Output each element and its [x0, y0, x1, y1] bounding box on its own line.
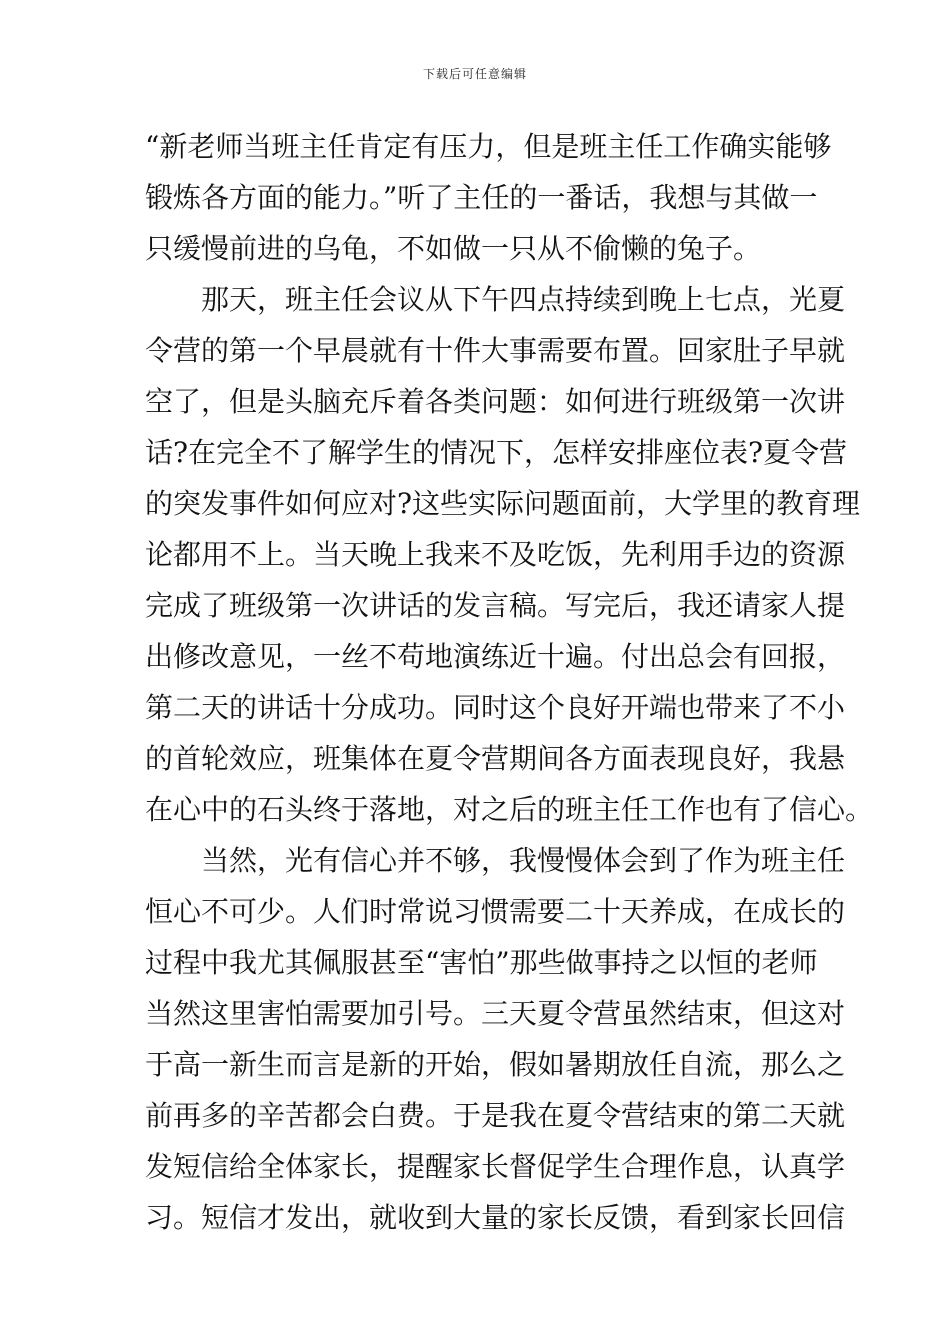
text-line: 完成了班级第一次讲话的发言稿。写完后，我还请家人提	[145, 589, 846, 622]
text-line: 那天，班主任会议从下午四点持续到晚上七点，光夏	[201, 283, 846, 316]
text-line: 只缓慢前进的乌龟，不如做一只从不偷懒的兔子。	[145, 232, 762, 265]
page-header: 下载后可任意编辑	[422, 67, 527, 81]
text-line: 当然这里害怕需要加引号。三天夏令营虽然结束，但这对	[145, 997, 846, 1030]
text-line: 恒心不可少。人们时常说习惯需要二十天养成，在成长的	[145, 895, 846, 928]
text-line: 空了，但是头脑充斥着各类问题：如何进行班级第一次讲	[145, 385, 846, 418]
text-line: 话?在完全不了解学生的情况下，怎样安排座位表?夏令营	[145, 436, 848, 469]
body-text	[145, 127, 874, 1249]
text-line: 习。短信才发出，就收到大量的家长反馈，看到家长回信	[145, 1201, 846, 1234]
text-line: 当然，光有信心并不够，我慢慢体会到了作为班主任	[201, 844, 846, 877]
text-line: 的突发事件如何应对?这些实际问题面前，大学里的教育理	[145, 487, 861, 520]
text-line: 第二天的讲话十分成功。同时这个良好开端也带来了不小	[145, 691, 846, 724]
paragraph-1	[145, 127, 832, 280]
paragraph-3	[145, 841, 846, 1249]
text-line: 发短信给全体家长，提醒家长督促学生合理作息，认真学	[145, 1150, 846, 1183]
text-line: 前再多的辛苦都会白费。于是我在夏令营结束的第二天就	[145, 1099, 846, 1132]
text-line: 在心中的石头终于落地，对之后的班主任工作也有了信心。	[145, 793, 874, 826]
text-line: 过程中我尤其佩服甚至“害怕”那些做事持之以恒的老师	[145, 946, 818, 979]
text-line: 于高一新生而言是新的开始，假如暑期放任自流，那么之	[145, 1048, 846, 1081]
text-line: 论都用不上。当天晚上我来不及吃饭，先利用手边的资源	[145, 538, 846, 571]
text-line: 锻炼各方面的能力。”听了主任的一番话，我想与其做一	[145, 181, 818, 214]
text-line: 令营的第一个早晨就有十件大事需要布置。回家肚子早就	[145, 334, 846, 367]
text-line: 的首轮效应，班集体在夏令营期间各方面表现良好，我悬	[145, 742, 846, 775]
text-line: 出修改意见，一丝不苟地演练近十遍。付出总会有回报，	[145, 640, 846, 673]
text-line: “新老师当班主任肯定有压力，但是班主任工作确实能够	[145, 130, 832, 163]
paragraph-2	[145, 280, 874, 841]
